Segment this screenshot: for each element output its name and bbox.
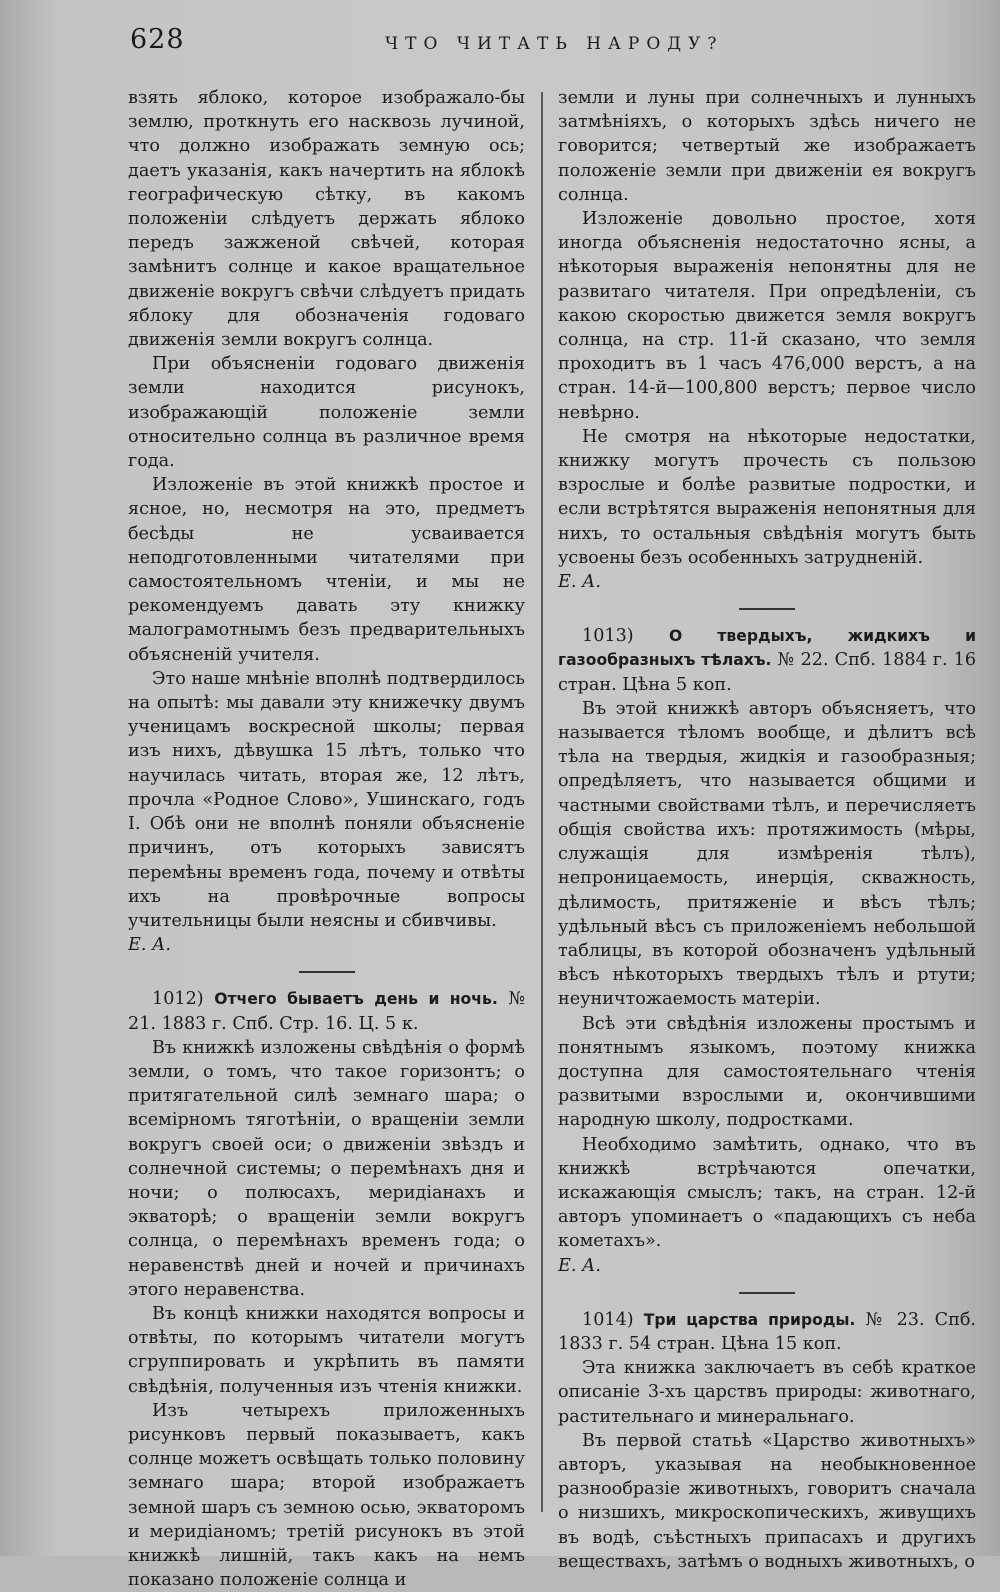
paragraph: Всѣ эти свѣдѣнія изложены простымъ и понятнымъ языкомъ, поэтому книжка доступна для самостоятельнаго чтенія развитыми взрослыми и, окончившими народную школу, подростками.: [558, 1013, 976, 1131]
right-column: [558, 86, 976, 1574]
paragraph: Въ первой статьѣ «Царство животныхъ» авторъ, указывая на необыкновенное разнообразіе животныхъ, говоритъ сначала о низшихъ, микроскопическихъ, живущихъ въ водѣ, съѣстныхъ припасахъ и другихъ веществахъ, затѣмъ о водныхъ животныхъ, о: [558, 1430, 976, 1572]
review-entry-1012: [128, 987, 525, 1035]
page-header: [0, 22, 1000, 72]
author-signature: Е. А.: [558, 1255, 601, 1276]
paragraph: Не смотря на нѣкоторые недостатки, книжку могутъ прочесть съ пользою взрослые и болѣе развитые подростки, и если встрѣтятся выраженія непонятныя для нихъ, то остальныя свѣдѣнія могутъ быть усвоены безъ особенныхъ затрудненій.: [558, 426, 976, 568]
page-number: 628: [130, 24, 185, 55]
running-title: ЧТО ЧИТАТЬ НАРОДУ?: [385, 34, 724, 54]
entry-title: Три царства природы.: [643, 1310, 856, 1329]
paragraph: Это наше мнѣніе вполнѣ подтвердилось на опытѣ: мы давали эту книжечку двумъ ученицамъ воскресной школы; первая изъ нихъ, дѣвушка 15 лѣтъ, только что научилась читать, вторая же, 12 лѣтъ, прочла «Родное Слово», Ушинскаго, годъ I. Обѣ они не вполнѣ поняли объясненіе причинъ, отъ которыхъ зависятъ перемѣны временъ года, почему и отвѣты ихъ на провѣрочные вопросы учительницы были неясны и сбивчивы.: [128, 668, 525, 931]
paragraph: Въ концѣ книжки находятся вопросы и отвѣты, по которымъ читатели могутъ сгруппировать и укрѣпить въ памяти свѣдѣнія, полученныя изъ чтенія книжки.: [128, 1303, 525, 1397]
entry-number: 1013): [582, 626, 634, 647]
author-signature: Е. А.: [128, 935, 171, 956]
column-divider: [541, 92, 543, 1512]
section-rule: [299, 971, 355, 973]
section-rule: [739, 1292, 795, 1294]
entry-details: № 23. Спб. 1833 г. 54 стран. Цѣна 15 коп.: [558, 1309, 977, 1354]
paragraph: Въ книжкѣ изложены свѣдѣнія о формѣ земли, о томъ, что такое горизонтъ; о притягательной силѣ земнаго шара; о всемірномъ тяготѣніи, о вращеніи земли вокругъ своей оси; о движеніи звѣздъ и солнечной системы; о перемѣнахъ дня и ночи; о полюсахъ, меридіанахъ и экваторѣ; о вращеніи земли вокругъ солнца, о перемѣнахъ временъ года; о неравенствѣ дней и ночей и причинахъ этого неравенства.: [128, 1037, 525, 1300]
section-rule: [739, 608, 795, 610]
review-entry-1013: [558, 624, 976, 697]
author-signature: Е. А.: [558, 572, 601, 593]
paragraph: Изложеніе довольно простое, хотя иногда объясненія недостаточно ясны, а нѣкоторыя выраженія непонятны для не развитаго читателя. При опредѣленіи, съ какою скоростью движется земля вокругъ солнца, на стр. 11-й сказано, что земля проходитъ въ 1 часъ 476,000 верстъ, а на стран. 14-й—100,800 верстъ; первое число невѣрно.: [558, 209, 976, 423]
left-column: [128, 86, 525, 1592]
entry-title: О твердыхъ, жидкихъ и газообразныхъ тѣлахъ.: [558, 627, 976, 670]
entry-number: 1014): [582, 1309, 634, 1330]
entry-number: 1012): [152, 989, 204, 1010]
entry-title: Отчего бываетъ день и ночь.: [214, 990, 498, 1009]
paragraph: взять яблоко, которое изображало-бы землю, проткнуть его насквозь лучиной, что должно изображать земную ось; даетъ указанія, какъ начертить на яблокѣ географическую сѣтку, въ какомъ положеніи слѣдуетъ держать яблоко передъ зажженой свѣчей, которая замѣнитъ солнце и какое вращательное движеніе вокругъ свѣчи слѣдуетъ придать яблоку для обозначенія годоваго движенія земли вокругъ солнца.: [128, 88, 525, 351]
paragraph: Изъ четырехъ приложенныхъ рисунковъ первый показываетъ, какъ солнце можетъ освѣщать только половину земнаго шара; второй изображаетъ земной шаръ съ земною осью, экваторомъ и меридіаномъ; третій рисунокъ въ этой книжкѣ лишній, такъ какъ на немъ показано положеніе солнца и: [128, 1400, 525, 1591]
paragraph: Необходимо замѣтить, однако, что въ книжкѣ встрѣчаются опечатки, искажающія смыслъ; такъ, на стран. 12-й авторъ упоминаетъ о «падающихъ съ неба кометахъ».: [558, 1134, 976, 1252]
entry-details: № 22. Спб. 1884 г. 16 стран. Цѣна 5 коп.: [558, 650, 977, 695]
paragraph: Въ этой книжкѣ авторъ объясняетъ, что называется тѣломъ вообще, и дѣлитъ всѣ тѣла на твердыя, жидкія и газообразныя; опредѣляетъ, что называется общими и частными свойствами тѣлъ, и перечисляетъ общія свойства ихъ: протяжимость (мѣры, служащія для измѣренія тѣлъ), непроницаемость, инерція, скважность, дѣлимость, притяженіе и вѣсъ тѣлъ; удѣльный вѣсъ съ приложеніемъ небольшой таблицы, въ которой обозначенъ удѣльный вѣсъ нѣкоторыхъ твердыхъ тѣлъ и ртути; неуничтожаемость матеріи.: [558, 698, 976, 1010]
paragraph: Эта книжка заключаетъ въ себѣ краткое описаніе 3-хъ царствъ природы: животнаго, растительнаго и минеральнаго.: [558, 1358, 976, 1427]
paragraph: При объясненіи годоваго движенія земли находится рисунокъ, изображающій положеніе земли относительно солнца въ различное время года.: [128, 354, 525, 472]
paragraph: земли и луны при солнечныхъ и лунныхъ затмѣніяхъ, о которыхъ здѣсь ничего не говорится; четвертый же изображаетъ положеніе земли при движеніи ея вокругъ солнца.: [558, 88, 976, 205]
review-entry-1014: [558, 1308, 976, 1356]
entry-details: № 21. 1883 г. Спб. Стр. 16. Ц. 5 к.: [128, 989, 526, 1034]
paragraph: Изложеніе въ этой книжкѣ простое и ясное, но, несмотря на это, предметъ бесѣды не усваивается неподготовленными читателями при самостоятельномъ чтеніи, и мы не рекомендуемъ давать эту книжку малограмотнымъ безъ предварительныхъ объясненій учителя.: [128, 475, 525, 665]
